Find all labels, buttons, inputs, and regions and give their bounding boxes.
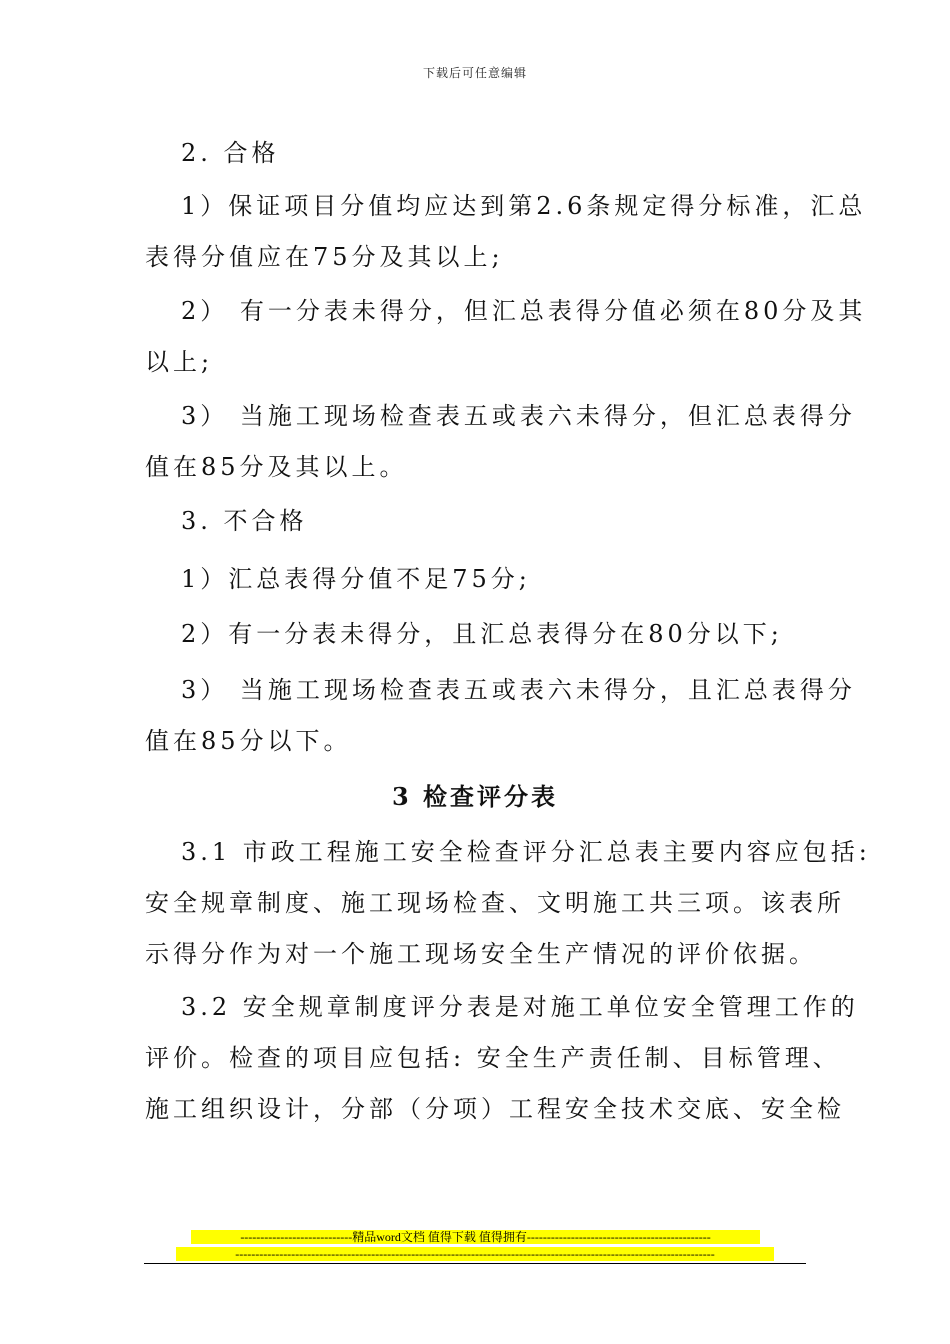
body-line-1: 2. 合格	[181, 139, 280, 167]
body-line-8: 3. 不合格	[181, 507, 308, 535]
footer-banner-1: ----------------------------精品word文档 值得下载 值得拥有----------------------------------------------	[191, 1230, 760, 1244]
section-line-5: 评价。检查的项目应包括: 安全生产责任制、目标管理、	[145, 1044, 841, 1072]
body-line-10: 2）有一分表未得分，且汇总表得分在80分以下;	[181, 620, 783, 648]
body-line-2: 1）保证项目分值均应达到第2.6条规定得分标准，汇总	[181, 192, 867, 220]
footer-banner-2: ------------------------------------------------------------------------------------------------------------------------	[176, 1247, 774, 1261]
section-line-6: 施工组织设计，分部（分项）工程安全技术交底、安全检	[145, 1095, 845, 1123]
body-line-9: 1）汇总表得分值不足75分;	[181, 565, 531, 593]
footer-rule	[144, 1263, 806, 1264]
body-line-7: 值在85分及其以上。	[145, 453, 408, 481]
body-line-12: 值在85分以下。	[145, 727, 352, 755]
section-line-4: 3.2 安全规章制度评分表是对施工单位安全管理工作的	[181, 993, 859, 1021]
body-line-6: 3） 当施工现场检查表五或表六未得分，但汇总表得分	[181, 402, 856, 430]
section-line-1: 3.1 市政工程施工安全检查评分汇总表主要内容应包括:	[181, 838, 871, 866]
section-line-3: 示得分作为对一个施工现场安全生产情况的评价依据。	[145, 940, 817, 968]
body-line-3: 表得分值应在75分及其以上;	[145, 243, 504, 271]
header-note: 下载后可任意编辑	[422, 66, 527, 80]
section-line-2: 安全规章制度、施工现场检查、文明施工共三项。该表所	[145, 889, 845, 917]
body-line-4: 2） 有一分表未得分，但汇总表得分值必须在80分及其	[181, 297, 867, 325]
section-heading: 3 检查评分表	[391, 782, 559, 811]
body-line-5: 以上;	[145, 348, 214, 376]
body-line-11: 3） 当施工现场检查表五或表六未得分，且汇总表得分	[181, 676, 856, 704]
